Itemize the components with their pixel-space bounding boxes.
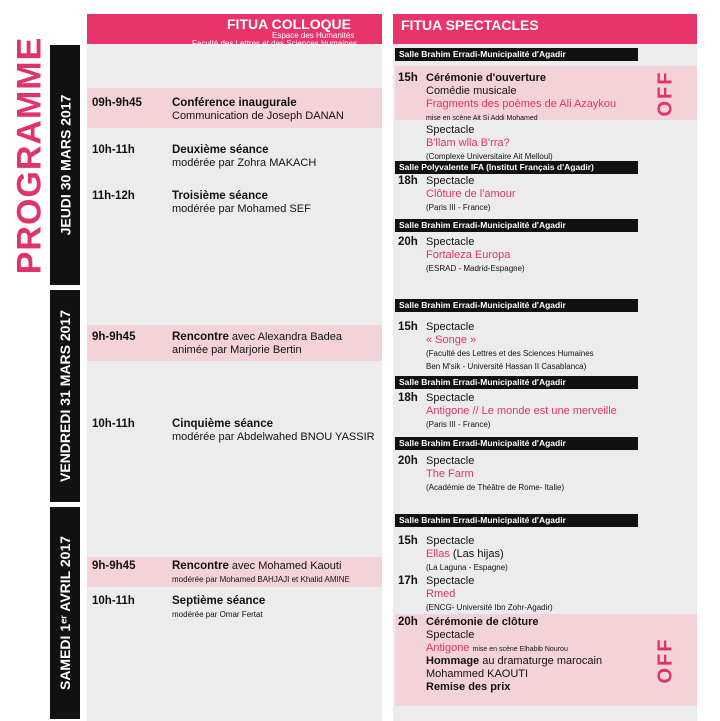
session-by: modérée par Mohamed BAHJAJI et Khalid AMINE — [172, 575, 350, 584]
event-note: (Complexe Universitaire Ait Melloul) — [426, 152, 553, 161]
tribute-person: Mohammed KAOUTI — [426, 668, 529, 680]
event-title: Cérémonie d'ouverture — [426, 72, 546, 84]
day-band-saturday: SAMEDI 1ᵉʳ AVRIL 2017 — [50, 507, 80, 719]
venue-bar: Salle Brahim Erradi-Municipalité d'Agadir — [395, 514, 638, 527]
event-time: 20h — [398, 455, 418, 467]
event-show: B'llam wlla B'rra? — [426, 137, 510, 149]
session-title: Troisième séance — [172, 190, 268, 202]
event-show: Antigone // Le monde est une merveille — [426, 405, 617, 417]
venue-bar: Salle Polyvalente IFA (Institut Français d'Agadir) — [395, 161, 638, 174]
event-show: Clôture de l'amour — [426, 188, 516, 200]
session-slot: 9h-9h45 Rencontre avec Alexandra Badea animée par Marjorie Bertin — [92, 331, 343, 356]
off-label: OFF — [654, 70, 677, 116]
session-title: Septième séance — [172, 595, 266, 607]
event-time: 15h — [398, 72, 418, 84]
program-title: PROGRAMME — [10, 36, 49, 274]
event-note: (Paris III - France) — [426, 203, 491, 212]
event-note: (La Laguna - Espagne) — [426, 563, 508, 572]
event-show: The Farm — [426, 468, 474, 480]
session-by: Communication de Joseph DANAN — [172, 110, 344, 122]
venue-bar: Salle Brahim Erradi-Municipalité d'Agadir — [395, 299, 638, 312]
session-by: animée par Marjorie Bertin — [172, 344, 302, 356]
colloque-faculty: Faculté des Lettres et des Sciences Humaines — [192, 39, 357, 48]
event-show: Antigone — [426, 642, 470, 654]
session-slot — [92, 190, 382, 220]
session-by: modérée par Mohamed SEF — [172, 203, 311, 215]
session-time: 10h-11h — [92, 144, 135, 156]
off-label: OFF — [654, 637, 677, 683]
spectacles-header — [393, 14, 697, 44]
event-note: (Faculté des Lettres et des Sciences Humaines — [426, 349, 594, 358]
event-time: 20h — [398, 616, 418, 628]
session-slot — [92, 595, 382, 623]
session-time: 09h-9h45 — [92, 97, 142, 109]
event-note: mise en scène Elhabib Nourou — [472, 646, 568, 653]
day-band-thursday: JEUDI 30 MARS 2017 — [50, 45, 80, 285]
event-show: Fragments des poèmes de Ali Azaykou — [426, 98, 617, 110]
session-slot: 9h-9h45 Rencontre avec Mohamed Kaouti modérée par Mohamed BAHJAJI et Khalid AMINE — [92, 560, 350, 584]
session-by: modérée par Omar Fertat — [172, 610, 263, 619]
session-title: Deuxième séance — [172, 144, 269, 156]
session-by: modérée par Zohra MAKACH — [172, 157, 317, 169]
event-show: Fortaleza Europa — [426, 249, 511, 261]
event-note: (ENCG- Université Ibn Zohr-Agadir) — [426, 603, 553, 612]
event-note: (ESRAD - Madrid-Espagne) — [426, 264, 525, 273]
session-time: 10h-11h — [92, 418, 135, 430]
session-title: Conférence inaugurale — [172, 97, 297, 109]
event-time: 15h — [398, 321, 418, 333]
session-title: Cinquième séance — [172, 418, 273, 430]
venue-bar: Salle Brahim Erradi-Municipalité d'Agadir — [395, 219, 638, 232]
session-title: Rencontre — [172, 560, 229, 572]
event-note: Ben M'sik - Université Hassan II Casablanca) — [426, 362, 587, 371]
session-time: 9h-9h45 — [92, 560, 136, 572]
colloque-title: FITUA COLLOQUE — [227, 16, 351, 32]
session-slot — [92, 144, 382, 174]
event-show: « Songe » — [426, 334, 477, 346]
event-time: 20h — [398, 236, 418, 248]
venue-bar: Salle Brahim Erradi-Municipalité d'Agadir — [395, 376, 638, 389]
event-time: 17h — [398, 575, 418, 587]
session-time: 10h-11h — [92, 595, 135, 607]
event-title: Cérémonie de clôture — [426, 616, 539, 628]
event-time: 18h — [398, 175, 418, 187]
day-band-friday: VENDREDI 31 MARS 2017 — [50, 290, 80, 502]
event-note: (Paris III - France) — [426, 420, 491, 429]
colloque-header — [87, 14, 382, 48]
session-slot — [92, 418, 382, 448]
event-time: 18h — [398, 392, 418, 404]
colloque-venue: Espace des Humanités — [272, 31, 355, 40]
venue-bar: Salle Brahim Erradi-Municipalité d'Agadir — [395, 437, 638, 450]
event-time: 15h — [398, 535, 418, 547]
event-note: (Académie de Théâtre de Rome- Italie) — [426, 483, 565, 492]
session-time: 9h-9h45 — [92, 331, 136, 343]
session-by: modérée par Abdelwahed BNOU YASSIR — [172, 431, 375, 443]
awards-line: Remise des prix — [426, 681, 511, 693]
event-show: Ellas — [426, 548, 450, 560]
venue-bar: Salle Brahim Erradi-Municipalité d'Agadir — [395, 48, 638, 61]
session-title: Rencontre — [172, 331, 229, 343]
event-note: mise en scène Ait Si Addi Mohamed — [426, 115, 538, 122]
session-time: 11h-12h — [92, 190, 135, 202]
spectacles-title: FITUA SPECTACLES — [401, 17, 539, 33]
event-show: Rmed — [426, 588, 456, 600]
session-slot — [92, 97, 382, 127]
